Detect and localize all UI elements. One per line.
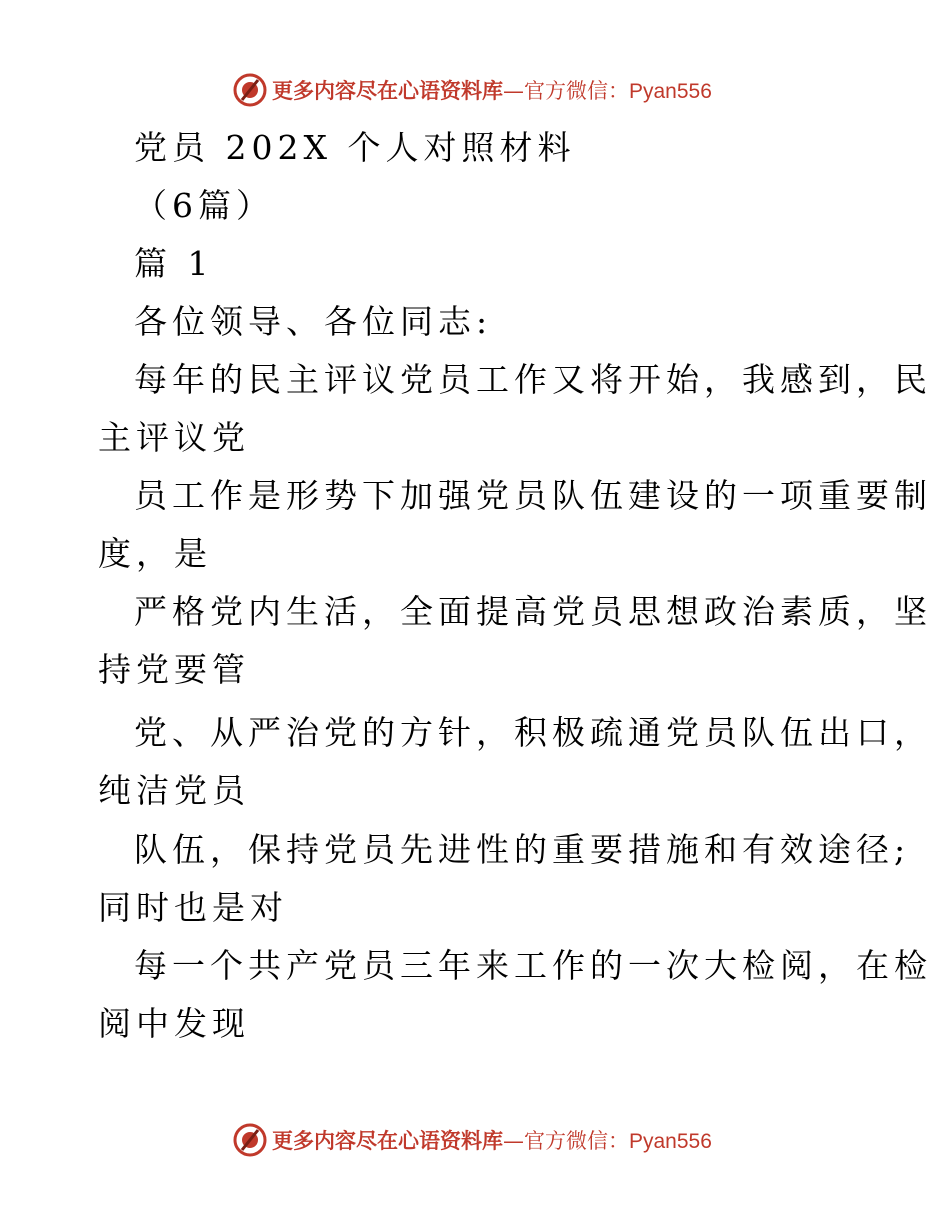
pen-logo-icon xyxy=(232,1122,268,1158)
footer-brand-text: 更多内容尽在心语资料库 xyxy=(272,1129,503,1153)
body-line: 员工作是形势下加强党员队伍建设的一项重要制 xyxy=(134,476,932,515)
document-subtitle: （6篇） xyxy=(134,186,274,225)
document-title: 党员 202X 个人对照材料 xyxy=(134,128,576,167)
footer-dash: — xyxy=(503,1129,524,1153)
body-line: 同时也是对 xyxy=(98,888,288,927)
body-line: 纯洁党员 xyxy=(98,771,250,810)
body-line: 持党要管 xyxy=(98,650,250,689)
body-line: 每一个共产党员三年来工作的一次大检阅，在检 xyxy=(134,946,932,985)
header-banner xyxy=(232,72,712,108)
body-line: 队伍，保持党员先进性的重要措施和有效途径; xyxy=(134,830,911,869)
body-line: 每年的民主评议党员工作又将开始，我感到，民 xyxy=(134,360,932,399)
header-brand-text: 更多内容尽在心语资料库 xyxy=(272,79,503,103)
footer-wechat-label: 官方微信： xyxy=(524,1129,629,1153)
header-banner-text xyxy=(272,75,712,105)
footer-banner xyxy=(232,1122,712,1158)
body-line: 严格党内生活，全面提高党员思想政治素质，坚 xyxy=(134,592,932,631)
header-wechat-label: 官方微信： xyxy=(524,79,629,103)
footer-wechat-id: Pyan556 xyxy=(629,1130,712,1153)
body-line: 度，是 xyxy=(98,534,212,573)
body-line: 党、从严治党的方针，积极疏通党员队伍出口， xyxy=(134,713,932,752)
salutation: 各位领导、各位同志: xyxy=(134,302,493,341)
body-line: 主评议党 xyxy=(98,418,250,457)
header-dash: — xyxy=(503,79,524,103)
header-wechat-id: Pyan556 xyxy=(629,80,712,103)
footer-banner-text xyxy=(272,1125,712,1155)
body-line: 阅中发现 xyxy=(98,1004,250,1043)
section-heading: 篇 1 xyxy=(134,244,214,283)
pen-logo-icon xyxy=(232,72,268,108)
